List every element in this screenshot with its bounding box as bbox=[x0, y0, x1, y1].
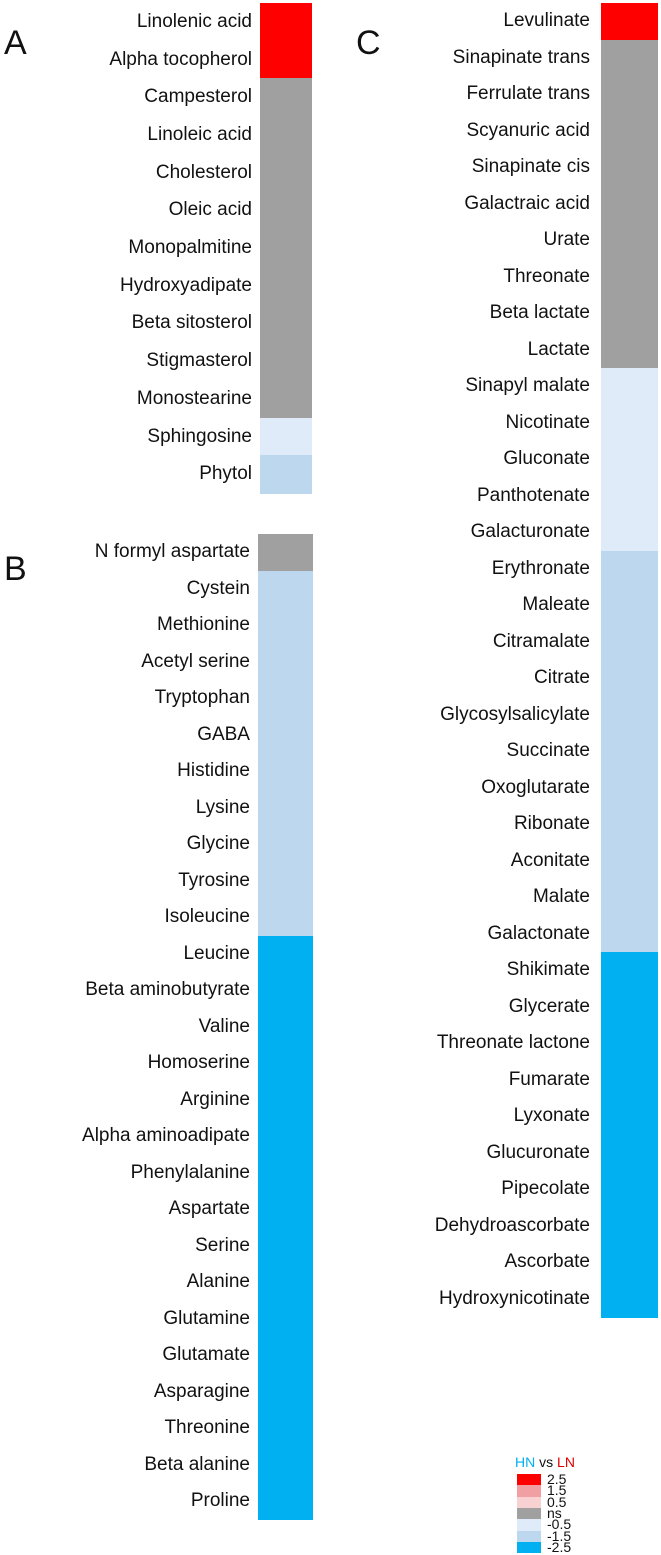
row-label: Monostearine bbox=[136, 387, 252, 409]
row-label: Campesterol bbox=[144, 86, 252, 108]
heatmap-cell bbox=[260, 154, 312, 192]
row-label: Galactonate bbox=[487, 922, 590, 944]
heatmap-cell bbox=[601, 551, 658, 588]
row-label: Phytol bbox=[199, 463, 252, 485]
row-label: Tryptophan bbox=[154, 687, 250, 709]
row-label: Succinate bbox=[506, 740, 590, 762]
row-label: Hydroxynicotinate bbox=[438, 1287, 590, 1309]
row-label: Glutamate bbox=[162, 1344, 250, 1366]
row-label: Sinapinate cis bbox=[471, 156, 590, 178]
row-label: Phenylalanine bbox=[130, 1161, 250, 1183]
row-label: N formyl aspartate bbox=[94, 541, 250, 563]
row-label: Gluconate bbox=[503, 448, 590, 470]
heatmap-cell bbox=[601, 1171, 658, 1208]
row-label: Leucine bbox=[183, 942, 250, 964]
row-label: Glycerate bbox=[508, 995, 590, 1017]
row-label: Levulinate bbox=[503, 10, 590, 32]
row-label: Pipecolate bbox=[501, 1178, 590, 1200]
heatmap-cell bbox=[258, 607, 313, 644]
row-label: Methionine bbox=[157, 614, 250, 636]
legend-swatch bbox=[517, 1497, 541, 1508]
heatmap-cell bbox=[601, 624, 658, 661]
legend-swatch bbox=[517, 1542, 541, 1553]
panel-letter-b: B bbox=[4, 550, 27, 588]
heatmap-cell bbox=[601, 295, 658, 332]
row-label: Erythronate bbox=[491, 557, 590, 579]
heatmap-cell bbox=[601, 660, 658, 697]
heatmap-cell bbox=[601, 368, 658, 405]
row-label: Aconitate bbox=[510, 849, 590, 871]
row-label: Glycosylsalicylate bbox=[440, 703, 590, 725]
heatmap-cell bbox=[260, 41, 312, 79]
heatmap-cell bbox=[601, 916, 658, 953]
row-label: Arginine bbox=[180, 1088, 250, 1110]
row-label: Cystein bbox=[186, 577, 250, 599]
heatmap-cell bbox=[258, 1410, 313, 1447]
row-label: Beta alanine bbox=[144, 1453, 250, 1475]
heatmap-cell bbox=[260, 3, 312, 41]
heatmap-cell bbox=[601, 989, 658, 1026]
row-label: Hydroxyadipate bbox=[119, 274, 252, 296]
heatmap-cell bbox=[258, 972, 313, 1009]
heatmap-cell bbox=[601, 332, 658, 369]
row-label: GABA bbox=[197, 723, 250, 745]
legend-label: 1.5 bbox=[547, 1482, 567, 1499]
legend-label: 2.5 bbox=[547, 1471, 567, 1487]
panel-letter-a: A bbox=[4, 24, 27, 62]
legend-title-hn: HN bbox=[515, 1454, 536, 1470]
row-label: Sphingosine bbox=[147, 425, 252, 447]
heatmap-cell bbox=[601, 1062, 658, 1099]
heatmap-cell bbox=[601, 733, 658, 770]
heatmap-cell bbox=[258, 680, 313, 717]
heatmap-cell bbox=[601, 76, 658, 113]
row-label: Threonine bbox=[164, 1417, 250, 1439]
legend-label: 0.5 bbox=[547, 1493, 567, 1510]
heatmap-cell bbox=[601, 478, 658, 515]
row-label: Shikimate bbox=[506, 959, 590, 981]
legend-swatch bbox=[517, 1519, 541, 1530]
panel-letter-c: C bbox=[356, 24, 381, 62]
row-label: Nicotinate bbox=[505, 411, 590, 433]
heatmap-cell bbox=[258, 717, 313, 754]
row-label: Isoleucine bbox=[164, 906, 250, 928]
heatmap-cell bbox=[258, 1228, 313, 1265]
row-label: Stigmasterol bbox=[146, 350, 252, 372]
heatmap-cell bbox=[260, 418, 312, 456]
row-label: Panthotenate bbox=[476, 484, 590, 506]
legend-label: -2.5 bbox=[547, 1538, 572, 1555]
heatmap-cell bbox=[258, 644, 313, 681]
heatmap-cell bbox=[601, 1135, 658, 1172]
heatmap-cell bbox=[258, 1483, 313, 1520]
row-label: Aspartate bbox=[168, 1198, 250, 1220]
row-label: Scyanuric acid bbox=[466, 119, 590, 141]
row-label: Beta aminobutyrate bbox=[85, 979, 250, 1001]
row-label: Sinapinate trans bbox=[452, 46, 590, 68]
heatmap-cell bbox=[601, 843, 658, 880]
heatmap-cell bbox=[258, 1264, 313, 1301]
row-label: Citrate bbox=[534, 667, 590, 689]
heatmap-cell bbox=[258, 753, 313, 790]
heatmap-cell bbox=[601, 770, 658, 807]
heatmap-cell bbox=[601, 879, 658, 916]
heatmap-cell bbox=[260, 267, 312, 305]
row-label: Galactraic acid bbox=[464, 192, 590, 214]
row-label: Oleic acid bbox=[168, 199, 252, 221]
legend-label: -1.5 bbox=[547, 1527, 572, 1544]
heatmap-cell bbox=[601, 1025, 658, 1062]
row-label: Glutamine bbox=[163, 1307, 250, 1329]
heatmap-cell bbox=[601, 587, 658, 624]
legend-swatch bbox=[517, 1485, 541, 1496]
row-label: Lyxonate bbox=[513, 1105, 590, 1127]
heatmap-cell bbox=[601, 514, 658, 551]
heatmap-cell bbox=[258, 1447, 313, 1484]
heatmap-cell bbox=[601, 806, 658, 843]
row-label: Oxoglutarate bbox=[481, 776, 590, 798]
legend-label: ns bbox=[547, 1504, 562, 1521]
heatmap-cell bbox=[258, 1191, 313, 1228]
heatmap-cell bbox=[258, 936, 313, 973]
row-label: Lactate bbox=[527, 338, 590, 360]
heatmap-cell bbox=[601, 186, 658, 223]
heatmap-cell bbox=[258, 534, 313, 571]
heatmap-cell bbox=[260, 305, 312, 343]
row-label: Galacturonate bbox=[470, 521, 590, 543]
row-label: Glycine bbox=[186, 833, 250, 855]
row-label: Ascorbate bbox=[504, 1251, 590, 1273]
row-label: Alpha tocopherol bbox=[109, 48, 252, 70]
heatmap-cell bbox=[258, 1337, 313, 1374]
row-label: Maleate bbox=[522, 594, 590, 616]
legend-title bbox=[500, 1454, 590, 1470]
heatmap-cell bbox=[258, 1118, 313, 1155]
row-label: Alanine bbox=[186, 1271, 250, 1293]
legend-title-ln: LN bbox=[557, 1454, 575, 1470]
heatmap-cell bbox=[258, 826, 313, 863]
row-label: Sinapyl malate bbox=[465, 375, 590, 397]
row-label: Fumarate bbox=[508, 1068, 590, 1090]
heatmap-cell bbox=[258, 571, 313, 608]
heatmap-cell bbox=[601, 149, 658, 186]
row-label: Dehydroascorbate bbox=[434, 1214, 590, 1236]
row-label: Threonate bbox=[503, 265, 590, 287]
heatmap-cell bbox=[258, 899, 313, 936]
heatmap-cell bbox=[260, 116, 312, 154]
row-label: Valine bbox=[198, 1015, 250, 1037]
row-label: Asparagine bbox=[153, 1380, 250, 1402]
heatmap-cell bbox=[258, 1374, 313, 1411]
legend bbox=[500, 1454, 640, 1554]
heatmap-cell bbox=[258, 1045, 313, 1082]
heatmap-cell bbox=[258, 863, 313, 900]
legend-swatch bbox=[517, 1531, 541, 1542]
heatmap-cell bbox=[601, 441, 658, 478]
heatmap-cell bbox=[601, 222, 658, 259]
heatmap-cell bbox=[601, 259, 658, 296]
row-label: Glucuronate bbox=[486, 1141, 590, 1163]
heatmap-cell bbox=[601, 1281, 658, 1318]
legend-label: -0.5 bbox=[547, 1516, 572, 1533]
heatmap-cell bbox=[260, 455, 312, 493]
heatmap-cell bbox=[601, 1098, 658, 1135]
row-label: Serine bbox=[195, 1234, 250, 1256]
heatmap-cell bbox=[258, 1155, 313, 1192]
heatmap-cell bbox=[601, 113, 658, 150]
row-label: Linoleic acid bbox=[147, 123, 252, 145]
heatmap-cell bbox=[260, 78, 312, 116]
heatmap-cell bbox=[258, 790, 313, 827]
row-label: Beta sitosterol bbox=[131, 312, 252, 334]
row-label: Malate bbox=[532, 886, 590, 908]
heatmap-cell bbox=[260, 192, 312, 230]
row-label: Tyrosine bbox=[178, 869, 250, 891]
row-label: Ribonate bbox=[513, 813, 590, 835]
row-label: Lysine bbox=[195, 796, 250, 818]
row-label: Histidine bbox=[177, 760, 250, 782]
row-label: Citramalate bbox=[492, 630, 590, 652]
heatmap-cell bbox=[601, 405, 658, 442]
heatmap-cell bbox=[601, 1208, 658, 1245]
row-label: Alpha aminoadipate bbox=[82, 1125, 250, 1147]
row-label: Cholesterol bbox=[155, 161, 252, 183]
legend-title-vs: vs bbox=[539, 1454, 554, 1470]
heatmap-cell bbox=[260, 380, 312, 418]
heatmap-cell bbox=[601, 40, 658, 77]
row-label: Urate bbox=[543, 229, 590, 251]
heatmap-cell bbox=[258, 1009, 313, 1046]
row-label: Proline bbox=[190, 1490, 250, 1512]
heatmap-cell bbox=[601, 1244, 658, 1281]
row-label: Beta lactate bbox=[489, 302, 590, 324]
heatmap-cell bbox=[260, 342, 312, 380]
heatmap-cell bbox=[258, 1082, 313, 1119]
legend-swatch bbox=[517, 1474, 541, 1485]
legend-swatch bbox=[517, 1508, 541, 1519]
row-label: Monopalmitine bbox=[128, 237, 252, 259]
row-label: Threonate lactone bbox=[436, 1032, 590, 1054]
heatmap-cell bbox=[601, 3, 658, 40]
heatmap-cell bbox=[258, 1301, 313, 1338]
heatmap-cell bbox=[601, 952, 658, 989]
heatmap-cell bbox=[601, 697, 658, 734]
row-label: Acetyl serine bbox=[141, 650, 250, 672]
row-label: Ferrulate trans bbox=[466, 83, 590, 105]
row-label: Linolenic acid bbox=[136, 10, 252, 32]
row-label: Homoserine bbox=[147, 1052, 250, 1074]
heatmap-cell bbox=[260, 229, 312, 267]
